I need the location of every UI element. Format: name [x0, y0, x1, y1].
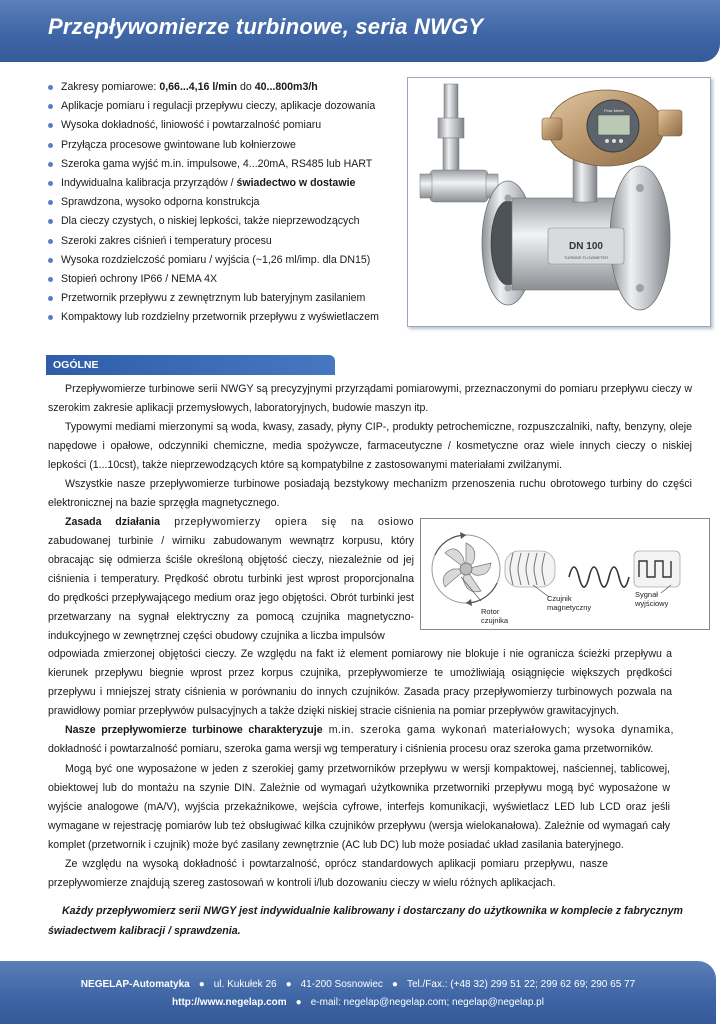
list-item: Wysoka rozdzielczość pomiaru / wyjścia (~1,26 ml/imp. dla DN15): [48, 251, 408, 270]
footer-company: NEGELAP-Automatyka: [80, 979, 190, 990]
list-item: Kompaktowy lub rozdzielny przetwornik przepływu z wyświetlaczem: [48, 308, 408, 327]
footer-contact: http://www.negelap.com ● e-mail: negelap@negelap.com; negelap@negelap.pl: [172, 997, 544, 1008]
section-title: OGÓLNE: [53, 359, 99, 371]
footer-email[interactable]: e-mail: negelap@negelap.com; negelap@negelap.pl: [310, 997, 544, 1008]
feature-list: [48, 78, 408, 328]
paragraph-features: Nasze przepływomierze turbinowe charakteryzuje m.in. szeroka gama wykonań materiałowych; wysoka dynamika, dokładność i powtarzalność pomiaru, szeroka gama wersji wg temperatury i ciśnienia procesu oraz szeroka gama przetworników.: [48, 724, 674, 755]
signal-label: Sygnał: [635, 590, 658, 599]
page-header: [0, 0, 720, 62]
signal-label-2: wyjściowy: [635, 599, 669, 608]
footer-city: 41-200 Sosnowiec: [300, 979, 383, 990]
paragraph-principle-cont: odpowiada zmierzonej objętości cieczy. Ze względu na fakt iż element pomiarowy nie blokuje i nie ogranicza ścieżki przepływu a kierunek przepływu biegnie wprost przez korpus czujnika, przepływomierze te umożliwiają osiągnięcie większych prędkości przepływu i mniejszej straty ciśnienia w porównaniu do innych czujników. Zasada pracy przepływomierzy turbinowych pozwala na prawidłowy pomiar przepływów pulsacyjnych a także dzięki niskiej stracie ciśnienia na pomiar przepływów grawitacyjnych.: [48, 648, 672, 717]
nameplate-sub: TURBINE FLOWMETER: [563, 255, 609, 260]
display-label: Flow Meter: [604, 108, 624, 113]
flowmeter-illustration: [408, 78, 710, 326]
paragraph-principle: Zasada działania przepływomierzy opiera się na osiowo zabudowanej turbinie / wirniku zabudowanym wewnątrz korpusu, który obracając się odmierza ściśle określoną objętość cieczy, niezależnie od jej ciśnienia i temperatury. Prędkość obrotu turbinki jest wprost proporcjonalna do prędkości przepływającego medium oraz jego objętości. Obrót turbinki jest przetwarzany na sygnał elektryczny za pomocą czujnika magnetyczno-indukcyjnego w zewnętrznej części obudowy czujnika a liczba impulsów: [48, 516, 414, 642]
footer-website-link[interactable]: http://www.negelap.com: [172, 997, 287, 1008]
rotor-label: Rotor: [481, 607, 500, 616]
list-item: Przetwornik przepływu z zewnętrznym lub bateryjnym zasilaniem: [48, 289, 408, 308]
paragraph-applications: Ze względu na wysoką dokładność i powtarzalność, oprócz standardowych aplikacji pomiaru przepływu, nasze przepływomierze znajdują szereg zastosowań w kontroli i/lub dozowaniu cieczy w wielu różnych aplikacjach.: [48, 858, 608, 889]
footer-phone: Tel./Fax.: (+48 32) 299 51 22; 299 62 69; 290 65 77: [406, 979, 636, 990]
list-item: Indywidualna kalibracja przyrządów / świadectwo w dostawie: [48, 174, 408, 193]
rotor-label-2: czujnika: [481, 616, 509, 625]
calibration-note: Każdy przepływomierz serii NWGY jest indywidualnie kalibrowany i dostarczany do użytkownika w komplecie z fabrycznym świadectwem kalibracji / sprawdzenia.: [48, 905, 683, 937]
page-title: Przepływomierze turbinowe, seria NWGY: [48, 14, 484, 39]
list-item: Sprawdzona, wysoko odporna konstrukcja: [48, 193, 408, 212]
list-item: Stopień ochrony IP66 / NEMA 4X: [48, 270, 408, 289]
list-item: Aplikacje pomiaru i regulacji przepływu cieczy, aplikacje dozowania: [48, 97, 408, 116]
list-item: Przyłącza procesowe gwintowane lub kołnierzowe: [48, 136, 408, 155]
list-item: Szeroka gama wyjść m.in. impulsowe, 4...20mA, RS485 lub HART: [48, 155, 408, 174]
list-item: Zakresy pomiarowe: 0,66...4,16 l/min do 40...800m3/h: [48, 78, 408, 97]
list-item: Wysoka dokładność, liniowość i powtarzalność pomiaru: [48, 116, 408, 135]
flowmeter-photo: [407, 77, 711, 327]
paragraph-intro: Przepływomierze turbinowe serii NWGY są precyzyjnymi przyrządami pomiarowymi, przeznaczonymi do pomiaru przepływu cieczy w szerokim zakresie aplikacji przemysłowych, laboratoryjnych, budowie maszyn itp.: [48, 383, 692, 414]
page-footer: [0, 961, 716, 1024]
footer-address: NEGELAP-Automatyka ● ul. Kukułek 26 ● 41-200 Sosnowiec ● Tel./Fax.: (+48 32) 299 51 22; 299 62 69; 290 65 77: [80, 979, 636, 990]
footer-street: ul. Kukułek 26: [213, 979, 277, 990]
nameplate-label: DN 100: [569, 241, 603, 252]
list-item: Szeroki zakres ciśnień i temperatury procesu: [48, 232, 408, 251]
sensor-label: Czujnik: [547, 594, 572, 603]
principle-diagram: [420, 518, 710, 630]
paragraph-media: Typowymi mediami mierzonymi są woda, kwasy, zasady, płyny CIP-, produkty petrochemiczne, rozpuszczalniki, nafty, benzyny, oleje napędowe i opałowe, odczynniki chemiczne, media spożywcze, farmaceutyczne / kosmetyczne oraz wiele innych cieczy o niskiej lepkości (1...10cst), także nieprzewodzących które są kompatybilne z zastosowanymi materiałami zwilżanymi.: [48, 421, 692, 471]
section-header: [46, 355, 335, 375]
paragraph-mechanism: Wszystkie nasze przepływomierze turbinowe posiadają bezstykowy mechanizm przenoszenia ruchu obrotowego turbiny do części elektronicznej na bazie sprzęgła magnetycznego.: [48, 478, 692, 509]
rotor-sensor-diagram: [421, 519, 709, 629]
sensor-label-2: magnetyczny: [547, 603, 592, 612]
list-item: Dla cieczy czystych, o niskiej lepkości, także nieprzewodzących: [48, 212, 408, 231]
paragraph-transmitters: Mogą być one wyposażone w jeden z szerokiej gamy przetworników przepływu w wersji kompaktowej, naściennej, tablicowej, obiektowej lub do montażu na szynie DIN. Zależnie od wymagań użytkownika przetworniki przepływu mogą być wyposażone w wyjście analogowe (mA/V), wyjścia przekaźnikowe, wejścia cyfrowe, interfejs komunikacji, wyświetlacz LED lub LCD oraz jeśli wymagane w rejestrację pomiarów lub też obsługiwać kilka czujników przepływu (wersja wielokanałowa). Zależnie od wymagań cały komplet (przetwornik i czujnik) może być zasilany zewnętrznie (AC lub DC) lub może posiadać układ zasilania bateryjnego.: [48, 763, 670, 851]
